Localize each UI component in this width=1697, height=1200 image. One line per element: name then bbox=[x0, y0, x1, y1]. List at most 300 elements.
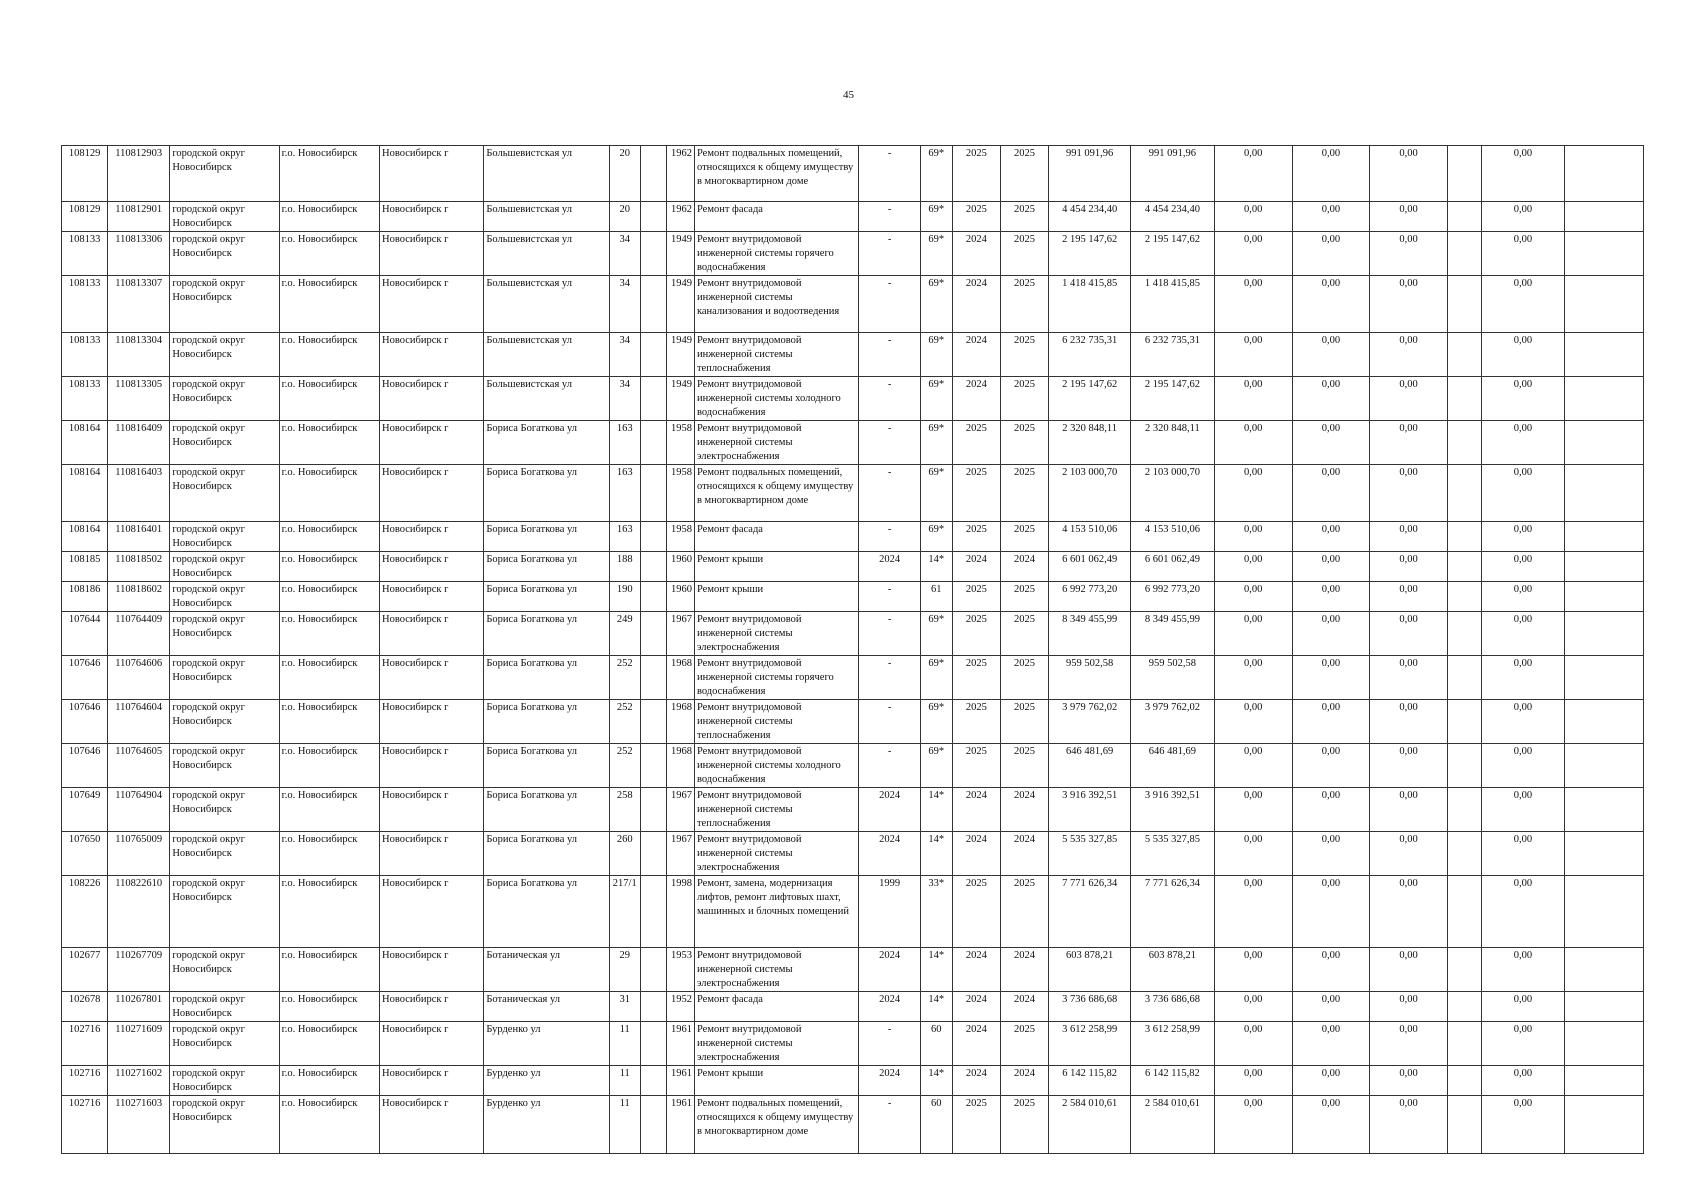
table-row bbox=[62, 202, 1644, 232]
table-row bbox=[62, 612, 1644, 656]
start-year-cell: 2025 bbox=[952, 700, 1000, 744]
last-cell-cell bbox=[1564, 1066, 1643, 1096]
work-type-cell: Ремонт внутридомовой инженерной системы теплоснабжения bbox=[694, 333, 859, 377]
work-code-cell: 110271609 bbox=[108, 1022, 170, 1066]
previous-repair-year-cell: 2024 bbox=[859, 552, 920, 582]
street-cell: Большевистская ул bbox=[484, 232, 609, 276]
value-3-cell: 0,00 bbox=[1370, 232, 1448, 276]
cost-total-cell: 8 349 455,99 bbox=[1049, 612, 1131, 656]
settlement-cell: г.о. Новосибирск bbox=[279, 1096, 379, 1154]
table-row bbox=[62, 377, 1644, 421]
blank-cell-cell bbox=[1448, 582, 1482, 612]
city-cell: Новосибирск г bbox=[379, 232, 483, 276]
street-cell: Бурденко ул bbox=[484, 1066, 609, 1096]
work-code-cell: 110764904 bbox=[108, 788, 170, 832]
work-type-cell: Ремонт, замена, модернизация лифтов, ремонт лифтовых шахт, машинных и блочных помещений bbox=[694, 876, 859, 948]
last-cell-cell bbox=[1564, 276, 1643, 333]
cost-fund-cell: 603 878,21 bbox=[1131, 948, 1214, 992]
cost-total-cell: 6 232 735,31 bbox=[1049, 333, 1131, 377]
previous-repair-year-cell: - bbox=[859, 612, 920, 656]
end-year-cell: 2025 bbox=[1000, 582, 1048, 612]
work-type-cell: Ремонт внутридомовой инженерной системы теплоснабжения bbox=[694, 700, 859, 744]
building-letter-cell bbox=[640, 232, 666, 276]
city-cell: Новосибирск г bbox=[379, 656, 483, 700]
value-3-cell: 0,00 bbox=[1370, 1022, 1448, 1066]
city-cell: Новосибирск г bbox=[379, 1022, 483, 1066]
city-cell: Новосибирск г bbox=[379, 1066, 483, 1096]
street-cell: Ботаническая ул bbox=[484, 992, 609, 1022]
previous-repair-year-cell: 2024 bbox=[859, 992, 920, 1022]
value-3-cell: 0,00 bbox=[1370, 377, 1448, 421]
building-letter-cell bbox=[640, 377, 666, 421]
build-year-cell: 1958 bbox=[666, 522, 694, 552]
object-id-cell: 108164 bbox=[62, 421, 108, 465]
value-1-cell: 0,00 bbox=[1214, 232, 1292, 276]
previous-repair-year-cell: - bbox=[859, 465, 920, 522]
house-number-cell: 260 bbox=[609, 832, 640, 876]
cost-fund-cell: 1 418 415,85 bbox=[1131, 276, 1214, 333]
street-cell: Бурденко ул bbox=[484, 1096, 609, 1154]
table-row bbox=[62, 465, 1644, 522]
start-year-cell: 2024 bbox=[952, 276, 1000, 333]
work-code-cell: 110764409 bbox=[108, 612, 170, 656]
value-4-cell: 0,00 bbox=[1482, 1022, 1564, 1066]
settlement-cell: г.о. Новосибирск bbox=[279, 377, 379, 421]
municipality-cell: городской округ Новосибирск bbox=[170, 552, 279, 582]
table-row bbox=[62, 744, 1644, 788]
table-row bbox=[62, 700, 1644, 744]
value-1-cell: 0,00 bbox=[1214, 202, 1292, 232]
start-year-cell: 2024 bbox=[952, 948, 1000, 992]
work-type-cell: Ремонт внутридомовой инженерной системы канализования и водоотведения bbox=[694, 276, 859, 333]
city-cell: Новосибирск г bbox=[379, 276, 483, 333]
cost-fund-cell: 3 612 258,99 bbox=[1131, 1022, 1214, 1066]
previous-repair-year-cell: - bbox=[859, 377, 920, 421]
municipality-cell: городской округ Новосибирск bbox=[170, 276, 279, 333]
value-4-cell: 0,00 bbox=[1482, 276, 1564, 333]
value-1-cell: 0,00 bbox=[1214, 788, 1292, 832]
value-4-cell: 0,00 bbox=[1482, 700, 1564, 744]
cost-total-cell: 2 103 000,70 bbox=[1049, 465, 1131, 522]
building-letter-cell bbox=[640, 832, 666, 876]
wear-percent-cell: 61 bbox=[920, 582, 952, 612]
work-type-cell: Ремонт внутридомовой инженерной системы электроснабжения bbox=[694, 421, 859, 465]
work-code-cell: 110267709 bbox=[108, 948, 170, 992]
object-id-cell: 108133 bbox=[62, 377, 108, 421]
last-cell-cell bbox=[1564, 522, 1643, 552]
work-code-cell: 110765009 bbox=[108, 832, 170, 876]
cost-total-cell: 4 153 510,06 bbox=[1049, 522, 1131, 552]
street-cell: Бориса Богаткова ул bbox=[484, 522, 609, 552]
table-row bbox=[62, 1096, 1644, 1154]
cost-total-cell: 3 916 392,51 bbox=[1049, 788, 1131, 832]
wear-percent-cell: 69* bbox=[920, 465, 952, 522]
value-2-cell: 0,00 bbox=[1292, 333, 1369, 377]
start-year-cell: 2024 bbox=[952, 832, 1000, 876]
last-cell-cell bbox=[1564, 656, 1643, 700]
value-2-cell: 0,00 bbox=[1292, 788, 1369, 832]
value-2-cell: 0,00 bbox=[1292, 232, 1369, 276]
settlement-cell: г.о. Новосибирск bbox=[279, 202, 379, 232]
cost-fund-cell: 6 232 735,31 bbox=[1131, 333, 1214, 377]
value-2-cell: 0,00 bbox=[1292, 582, 1369, 612]
street-cell: Бориса Богаткова ул bbox=[484, 788, 609, 832]
blank-cell-cell bbox=[1448, 876, 1482, 948]
house-number-cell: 31 bbox=[609, 992, 640, 1022]
city-cell: Новосибирск г bbox=[379, 876, 483, 948]
building-letter-cell bbox=[640, 333, 666, 377]
street-cell: Бориса Богаткова ул bbox=[484, 744, 609, 788]
build-year-cell: 1998 bbox=[666, 876, 694, 948]
work-type-cell: Ремонт внутридомовой инженерной системы холодного водоснабжения bbox=[694, 377, 859, 421]
table-row bbox=[62, 522, 1644, 552]
wear-percent-cell: 69* bbox=[920, 700, 952, 744]
building-letter-cell bbox=[640, 948, 666, 992]
build-year-cell: 1952 bbox=[666, 992, 694, 1022]
start-year-cell: 2025 bbox=[952, 1096, 1000, 1154]
municipality-cell: городской округ Новосибирск bbox=[170, 146, 279, 202]
table-row bbox=[62, 552, 1644, 582]
table-row bbox=[62, 333, 1644, 377]
value-3-cell: 0,00 bbox=[1370, 421, 1448, 465]
value-1-cell: 0,00 bbox=[1214, 1022, 1292, 1066]
end-year-cell: 2025 bbox=[1000, 1096, 1048, 1154]
value-1-cell: 0,00 bbox=[1214, 582, 1292, 612]
blank-cell-cell bbox=[1448, 465, 1482, 522]
end-year-cell: 2024 bbox=[1000, 948, 1048, 992]
municipality-cell: городской округ Новосибирск bbox=[170, 700, 279, 744]
last-cell-cell bbox=[1564, 700, 1643, 744]
city-cell: Новосибирск г bbox=[379, 744, 483, 788]
blank-cell-cell bbox=[1448, 948, 1482, 992]
last-cell-cell bbox=[1564, 1096, 1643, 1154]
value-2-cell: 0,00 bbox=[1292, 656, 1369, 700]
end-year-cell: 2025 bbox=[1000, 612, 1048, 656]
start-year-cell: 2025 bbox=[952, 202, 1000, 232]
value-3-cell: 0,00 bbox=[1370, 465, 1448, 522]
municipality-cell: городской округ Новосибирск bbox=[170, 832, 279, 876]
municipality-cell: городской округ Новосибирск bbox=[170, 465, 279, 522]
end-year-cell: 2024 bbox=[1000, 552, 1048, 582]
previous-repair-year-cell: - bbox=[859, 656, 920, 700]
value-4-cell: 0,00 bbox=[1482, 992, 1564, 1022]
building-letter-cell bbox=[640, 656, 666, 700]
start-year-cell: 2025 bbox=[952, 656, 1000, 700]
object-id-cell: 108129 bbox=[62, 202, 108, 232]
building-letter-cell bbox=[640, 700, 666, 744]
value-3-cell: 0,00 bbox=[1370, 788, 1448, 832]
work-type-cell: Ремонт подвальных помещений, относящихся к общему имуществу в многоквартирном доме bbox=[694, 465, 859, 522]
end-year-cell: 2025 bbox=[1000, 276, 1048, 333]
house-number-cell: 11 bbox=[609, 1022, 640, 1066]
cost-total-cell: 959 502,58 bbox=[1049, 656, 1131, 700]
object-id-cell: 108226 bbox=[62, 876, 108, 948]
cost-fund-cell: 7 771 626,34 bbox=[1131, 876, 1214, 948]
wear-percent-cell: 69* bbox=[920, 522, 952, 552]
value-1-cell: 0,00 bbox=[1214, 832, 1292, 876]
building-letter-cell bbox=[640, 744, 666, 788]
street-cell: Бориса Богаткова ул bbox=[484, 876, 609, 948]
blank-cell-cell bbox=[1448, 744, 1482, 788]
value-1-cell: 0,00 bbox=[1214, 552, 1292, 582]
value-2-cell: 0,00 bbox=[1292, 377, 1369, 421]
house-number-cell: 258 bbox=[609, 788, 640, 832]
wear-percent-cell: 14* bbox=[920, 992, 952, 1022]
last-cell-cell bbox=[1564, 202, 1643, 232]
build-year-cell: 1949 bbox=[666, 377, 694, 421]
last-cell-cell bbox=[1564, 333, 1643, 377]
build-year-cell: 1958 bbox=[666, 421, 694, 465]
house-number-cell: 163 bbox=[609, 465, 640, 522]
build-year-cell: 1968 bbox=[666, 656, 694, 700]
municipality-cell: городской округ Новосибирск bbox=[170, 656, 279, 700]
building-letter-cell bbox=[640, 1096, 666, 1154]
previous-repair-year-cell: - bbox=[859, 744, 920, 788]
end-year-cell: 2025 bbox=[1000, 202, 1048, 232]
value-3-cell: 0,00 bbox=[1370, 948, 1448, 992]
wear-percent-cell: 69* bbox=[920, 612, 952, 656]
value-1-cell: 0,00 bbox=[1214, 146, 1292, 202]
cost-total-cell: 646 481,69 bbox=[1049, 744, 1131, 788]
table-row bbox=[62, 1066, 1644, 1096]
object-id-cell: 108133 bbox=[62, 276, 108, 333]
value-2-cell: 0,00 bbox=[1292, 202, 1369, 232]
object-id-cell: 107646 bbox=[62, 656, 108, 700]
house-number-cell: 188 bbox=[609, 552, 640, 582]
cost-fund-cell: 3 916 392,51 bbox=[1131, 788, 1214, 832]
value-1-cell: 0,00 bbox=[1214, 656, 1292, 700]
settlement-cell: г.о. Новосибирск bbox=[279, 276, 379, 333]
build-year-cell: 1960 bbox=[666, 582, 694, 612]
value-3-cell: 0,00 bbox=[1370, 202, 1448, 232]
end-year-cell: 2025 bbox=[1000, 232, 1048, 276]
value-4-cell: 0,00 bbox=[1482, 832, 1564, 876]
table-row bbox=[62, 788, 1644, 832]
value-2-cell: 0,00 bbox=[1292, 146, 1369, 202]
street-cell: Бурденко ул bbox=[484, 1022, 609, 1066]
value-2-cell: 0,00 bbox=[1292, 1096, 1369, 1154]
street-cell: Бориса Богаткова ул bbox=[484, 552, 609, 582]
city-cell: Новосибирск г bbox=[379, 465, 483, 522]
municipality-cell: городской округ Новосибирск bbox=[170, 1022, 279, 1066]
start-year-cell: 2025 bbox=[952, 612, 1000, 656]
build-year-cell: 1961 bbox=[666, 1066, 694, 1096]
wear-percent-cell: 14* bbox=[920, 788, 952, 832]
value-1-cell: 0,00 bbox=[1214, 700, 1292, 744]
value-2-cell: 0,00 bbox=[1292, 700, 1369, 744]
object-id-cell: 107649 bbox=[62, 788, 108, 832]
cost-total-cell: 6 601 062,49 bbox=[1049, 552, 1131, 582]
blank-cell-cell bbox=[1448, 992, 1482, 1022]
house-number-cell: 34 bbox=[609, 333, 640, 377]
settlement-cell: г.о. Новосибирск bbox=[279, 552, 379, 582]
object-id-cell: 102716 bbox=[62, 1022, 108, 1066]
work-code-cell: 110818602 bbox=[108, 582, 170, 612]
house-number-cell: 20 bbox=[609, 202, 640, 232]
street-cell: Бориса Богаткова ул bbox=[484, 582, 609, 612]
building-letter-cell bbox=[640, 552, 666, 582]
object-id-cell: 102716 bbox=[62, 1096, 108, 1154]
work-type-cell: Ремонт крыши bbox=[694, 582, 859, 612]
wear-percent-cell: 14* bbox=[920, 1066, 952, 1096]
house-number-cell: 217/1 bbox=[609, 876, 640, 948]
settlement-cell: г.о. Новосибирск bbox=[279, 421, 379, 465]
value-4-cell: 0,00 bbox=[1482, 1096, 1564, 1154]
end-year-cell: 2025 bbox=[1000, 377, 1048, 421]
build-year-cell: 1960 bbox=[666, 552, 694, 582]
last-cell-cell bbox=[1564, 612, 1643, 656]
work-code-cell: 110818502 bbox=[108, 552, 170, 582]
street-cell: Большевистская ул bbox=[484, 276, 609, 333]
settlement-cell: г.о. Новосибирск bbox=[279, 232, 379, 276]
cost-fund-cell: 6 601 062,49 bbox=[1131, 552, 1214, 582]
previous-repair-year-cell: - bbox=[859, 202, 920, 232]
municipality-cell: городской округ Новосибирск bbox=[170, 876, 279, 948]
value-2-cell: 0,00 bbox=[1292, 552, 1369, 582]
build-year-cell: 1968 bbox=[666, 700, 694, 744]
cost-total-cell: 3 736 686,68 bbox=[1049, 992, 1131, 1022]
work-code-cell: 110816403 bbox=[108, 465, 170, 522]
municipality-cell: городской округ Новосибирск bbox=[170, 522, 279, 552]
previous-repair-year-cell: 2024 bbox=[859, 832, 920, 876]
last-cell-cell bbox=[1564, 1022, 1643, 1066]
value-3-cell: 0,00 bbox=[1370, 1066, 1448, 1096]
value-3-cell: 0,00 bbox=[1370, 1096, 1448, 1154]
settlement-cell: г.о. Новосибирск bbox=[279, 1022, 379, 1066]
work-code-cell: 110816409 bbox=[108, 421, 170, 465]
start-year-cell: 2024 bbox=[952, 1022, 1000, 1066]
start-year-cell: 2025 bbox=[952, 146, 1000, 202]
start-year-cell: 2025 bbox=[952, 876, 1000, 948]
building-letter-cell bbox=[640, 1066, 666, 1096]
cost-fund-cell: 4 153 510,06 bbox=[1131, 522, 1214, 552]
cost-total-cell: 2 584 010,61 bbox=[1049, 1096, 1131, 1154]
work-type-cell: Ремонт внутридомовой инженерной системы электроснабжения bbox=[694, 948, 859, 992]
previous-repair-year-cell: - bbox=[859, 700, 920, 744]
blank-cell-cell bbox=[1448, 788, 1482, 832]
value-4-cell: 0,00 bbox=[1482, 377, 1564, 421]
last-cell-cell bbox=[1564, 744, 1643, 788]
start-year-cell: 2024 bbox=[952, 1066, 1000, 1096]
work-type-cell: Ремонт внутридомовой инженерной системы холодного водоснабжения bbox=[694, 744, 859, 788]
street-cell: Бориса Богаткова ул bbox=[484, 421, 609, 465]
value-1-cell: 0,00 bbox=[1214, 612, 1292, 656]
value-2-cell: 0,00 bbox=[1292, 421, 1369, 465]
last-cell-cell bbox=[1564, 377, 1643, 421]
value-3-cell: 0,00 bbox=[1370, 522, 1448, 552]
object-id-cell: 108164 bbox=[62, 465, 108, 522]
work-type-cell: Ремонт внутридомовой инженерной системы электроснабжения bbox=[694, 612, 859, 656]
city-cell: Новосибирск г bbox=[379, 421, 483, 465]
end-year-cell: 2025 bbox=[1000, 465, 1048, 522]
street-cell: Бориса Богаткова ул bbox=[484, 612, 609, 656]
build-year-cell: 1961 bbox=[666, 1022, 694, 1066]
last-cell-cell bbox=[1564, 232, 1643, 276]
cost-fund-cell: 3 736 686,68 bbox=[1131, 992, 1214, 1022]
cost-total-cell: 4 454 234,40 bbox=[1049, 202, 1131, 232]
object-id-cell: 102716 bbox=[62, 1066, 108, 1096]
work-type-cell: Ремонт крыши bbox=[694, 552, 859, 582]
value-1-cell: 0,00 bbox=[1214, 465, 1292, 522]
blank-cell-cell bbox=[1448, 656, 1482, 700]
table-row bbox=[62, 832, 1644, 876]
end-year-cell: 2025 bbox=[1000, 522, 1048, 552]
house-number-cell: 29 bbox=[609, 948, 640, 992]
wear-percent-cell: 69* bbox=[920, 744, 952, 788]
building-letter-cell bbox=[640, 276, 666, 333]
table-row bbox=[62, 421, 1644, 465]
end-year-cell: 2024 bbox=[1000, 992, 1048, 1022]
building-letter-cell bbox=[640, 612, 666, 656]
object-id-cell: 108164 bbox=[62, 522, 108, 552]
city-cell: Новосибирск г bbox=[379, 992, 483, 1022]
wear-percent-cell: 60 bbox=[920, 1096, 952, 1154]
cost-fund-cell: 2 584 010,61 bbox=[1131, 1096, 1214, 1154]
work-type-cell: Ремонт крыши bbox=[694, 1066, 859, 1096]
last-cell-cell bbox=[1564, 948, 1643, 992]
previous-repair-year-cell: - bbox=[859, 1096, 920, 1154]
value-4-cell: 0,00 bbox=[1482, 612, 1564, 656]
start-year-cell: 2025 bbox=[952, 744, 1000, 788]
cost-fund-cell: 2 103 000,70 bbox=[1131, 465, 1214, 522]
house-number-cell: 190 bbox=[609, 582, 640, 612]
street-cell: Большевистская ул bbox=[484, 333, 609, 377]
municipality-cell: городской округ Новосибирск bbox=[170, 788, 279, 832]
city-cell: Новосибирск г bbox=[379, 612, 483, 656]
value-1-cell: 0,00 bbox=[1214, 876, 1292, 948]
value-4-cell: 0,00 bbox=[1482, 788, 1564, 832]
settlement-cell: г.о. Новосибирск bbox=[279, 333, 379, 377]
work-type-cell: Ремонт фасада bbox=[694, 202, 859, 232]
value-1-cell: 0,00 bbox=[1214, 377, 1292, 421]
cost-total-cell: 603 878,21 bbox=[1049, 948, 1131, 992]
object-id-cell: 107644 bbox=[62, 612, 108, 656]
previous-repair-year-cell: - bbox=[859, 582, 920, 612]
blank-cell-cell bbox=[1448, 232, 1482, 276]
house-number-cell: 252 bbox=[609, 656, 640, 700]
start-year-cell: 2025 bbox=[952, 465, 1000, 522]
previous-repair-year-cell: - bbox=[859, 421, 920, 465]
work-code-cell: 110813305 bbox=[108, 377, 170, 421]
previous-repair-year-cell: - bbox=[859, 146, 920, 202]
municipality-cell: городской округ Новосибирск bbox=[170, 1096, 279, 1154]
build-year-cell: 1949 bbox=[666, 232, 694, 276]
last-cell-cell bbox=[1564, 582, 1643, 612]
table-row bbox=[62, 582, 1644, 612]
object-id-cell: 107646 bbox=[62, 700, 108, 744]
previous-repair-year-cell: 2024 bbox=[859, 788, 920, 832]
wear-percent-cell: 14* bbox=[920, 832, 952, 876]
value-3-cell: 0,00 bbox=[1370, 276, 1448, 333]
house-number-cell: 11 bbox=[609, 1096, 640, 1154]
blank-cell-cell bbox=[1448, 1022, 1482, 1066]
cost-fund-cell: 2 195 147,62 bbox=[1131, 232, 1214, 276]
building-letter-cell bbox=[640, 421, 666, 465]
settlement-cell: г.о. Новосибирск bbox=[279, 744, 379, 788]
value-4-cell: 0,00 bbox=[1482, 421, 1564, 465]
value-4-cell: 0,00 bbox=[1482, 1066, 1564, 1096]
build-year-cell: 1962 bbox=[666, 146, 694, 202]
value-2-cell: 0,00 bbox=[1292, 744, 1369, 788]
municipality-cell: городской округ Новосибирск bbox=[170, 582, 279, 612]
value-4-cell: 0,00 bbox=[1482, 146, 1564, 202]
blank-cell-cell bbox=[1448, 333, 1482, 377]
work-code-cell: 110271603 bbox=[108, 1096, 170, 1154]
settlement-cell: г.о. Новосибирск bbox=[279, 146, 379, 202]
value-1-cell: 0,00 bbox=[1214, 948, 1292, 992]
municipality-cell: городской округ Новосибирск bbox=[170, 421, 279, 465]
settlement-cell: г.о. Новосибирск bbox=[279, 992, 379, 1022]
